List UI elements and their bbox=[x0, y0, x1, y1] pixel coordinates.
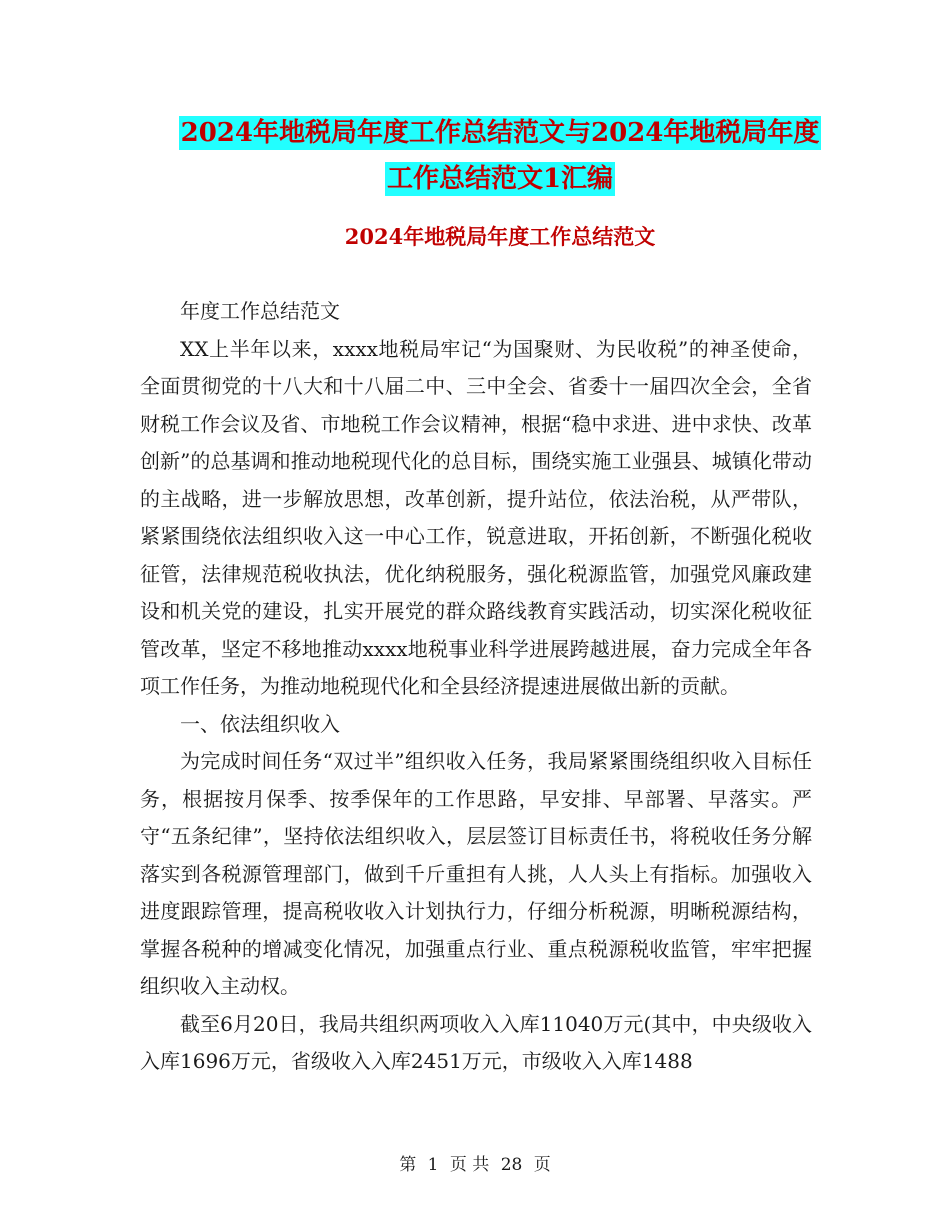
paragraph-intro-label: 年度工作总结范文 bbox=[180, 299, 340, 323]
title-line-1: 2024年地税局年度工作总结范文与2024年地税局年度 bbox=[180, 118, 820, 148]
title-line-2: 工作总结范文1汇编 bbox=[386, 164, 614, 194]
paragraph-overview: XX上半年以来，xxxx地税局牢记“为国聚财、为民收税”的神圣使命，全面贯彻党的十八大和十八届二中、三中全会、省委十一届四次全会，全省财税工作会议及省、市地税工作会议精神，根据“稳中求进、进中求快、改革创新”的总基调和推动地税现代化的总目标，围绕实施工业强县、城镇化带动的主战略，进一步解放思想，改革创新，提升站位，依法治税，从严带队，紧紧围绕依法组织收入这一中心工作，锐意进取，开拓创新，不断强化税收征管，法律规范税收执法，优化纳税服务，强化税源监管，加强党风廉政建设和机关党的建设，扎实开展党的群众路线教育实践活动，切实深化税收征管改革，坚定不移地推动xxxx地税事业科学进展跨越进展，奋力完成全年各项工作任务，为推动地税现代化和全县经济提速进展做出新的贡献。 bbox=[140, 336, 812, 698]
paragraph-revenue-figures: 截至6月20日，我局共组织两项收入入库11040万元(其中，中央级收入入库1696万元，省级收入入库2451万元，市级收入入库1488 bbox=[140, 1011, 812, 1073]
total-page-count: 28 bbox=[500, 1155, 523, 1175]
paragraph-revenue-tasks: 为完成时间任务“双过半”组织收入任务，我局紧紧围绕组织收入目标任务，根据按月保季、按季保年的工作思路，早安排、早部署、早落实。严守“五条纪律”，坚持依法组织收入，层层签订目标责任书，将税收任务分解落实到各税源管理部门，做到千斤重担有人挑，人人头上有指标。加强收入进度跟踪管理，提高税收收入计划执行力，仔细分析税源，明晰税源结构，掌握各税种的增减变化情况，加强重点行业、重点税源税收监管，牢牢把握组织收入主动权。 bbox=[140, 749, 812, 998]
current-page-number: 1 bbox=[427, 1155, 439, 1175]
page-footer: 第 1 页 共 28 页 bbox=[399, 1155, 551, 1175]
document-body bbox=[140, 293, 812, 1081]
section-heading: 2024年地税局年度工作总结范文 bbox=[344, 224, 656, 249]
paragraph-section-1-heading: 一、依法组织收入 bbox=[180, 711, 340, 736]
document-title bbox=[140, 110, 860, 202]
